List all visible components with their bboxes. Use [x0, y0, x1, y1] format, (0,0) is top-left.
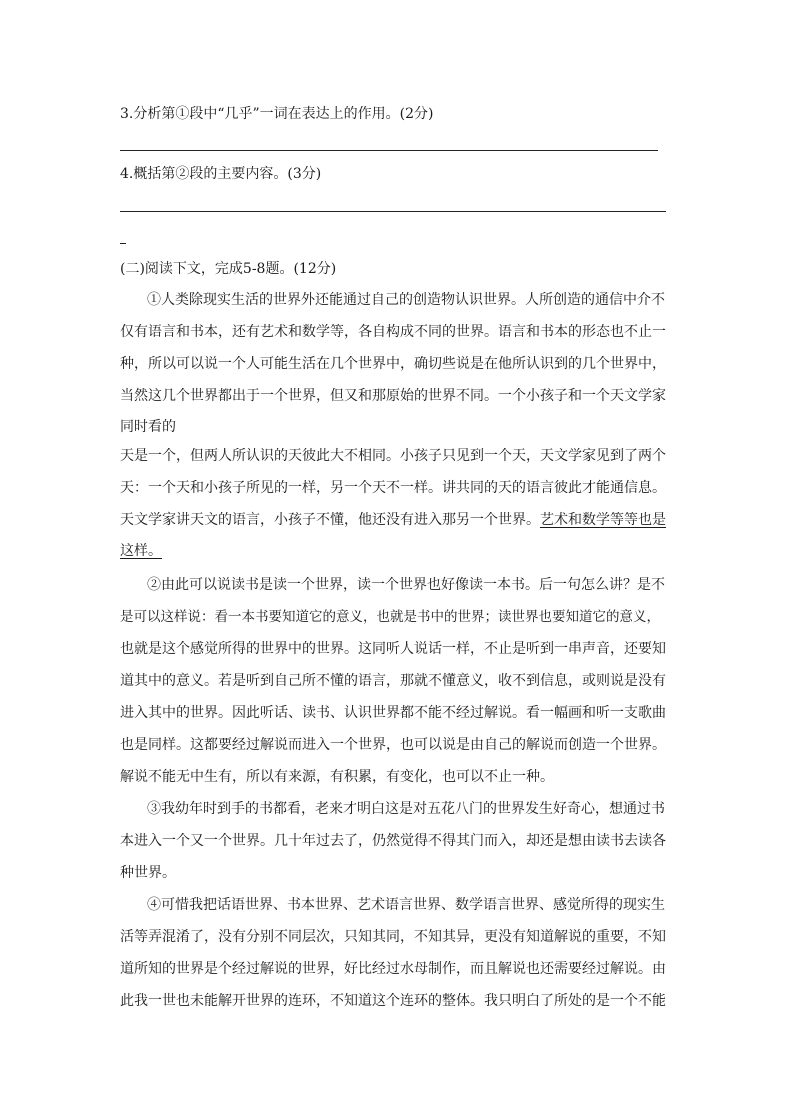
p4-line: 活等弄混淆了，没有分别不同层次，只知其同，不知其异，更没有知道解说的重要，不知 — [120, 929, 666, 945]
p2-line: 也是同样。这都要经过解说而进入一个世界，也可以说是由自己的解说而创造一个世界。 — [120, 737, 666, 753]
p1-plain-text: 天文学家讲天文的语言，小孩子不懂，他还没有进入那另一个世界。 — [120, 512, 540, 528]
question-4: 4.概括第②段的主要内容。(3分) — [120, 166, 322, 182]
answer-line-dash — [120, 243, 126, 244]
answer-line-q3 — [120, 150, 658, 151]
p2-line: 是可以这样说：看一本书要知道它的意义，也就是书中的世界；读世界也要知道它的意义， — [120, 609, 660, 625]
p4-line: 此我一世也未能解开世界的连环，不知道这个连环的整体。我只明白了所处的是一个不能 — [120, 993, 666, 1009]
p2-line: 也就是这个感觉所得的世界中的世界。这同听人说话一样，不止是听到一串声音，还要知 — [120, 641, 666, 657]
p1-underlined-end: 这样。 — [120, 543, 162, 559]
p2-line: 道其中的意义。若是听到自己所不懂的语言，那就不懂意义，收不到信息，或则说是没有 — [120, 673, 666, 689]
answer-line-q4 — [120, 211, 666, 212]
p1-line: 天是一个，但两人所认识的天彼此大不相同。小孩子只见到一个天，天文学家见到了两个 — [120, 448, 666, 464]
question-3: 3.分析第①段中“几乎”一词在表达上的作用。(2分) — [120, 106, 434, 122]
p3-line: ③我幼年时到手的书都看，老来才明白这是对五花八门的世界发生好奇心，想通过书 — [147, 801, 665, 817]
p1-line: 当然这几个世界都出于一个世界，但又和那原始的世界不同。一个小孩子和一个天文学家 — [120, 388, 666, 404]
p1-line: 种，所以可以说一个人可能生活在几个世界中，确切些说是在他所认识到的几个世界中， — [120, 356, 666, 372]
p3-line: 本进入一个又一个世界。几十年过去了，仍然觉得不得其门而入，却还是想由读书去读各 — [120, 833, 666, 849]
section-heading: (二)阅读下文，完成5-8题。(12分) — [120, 261, 337, 277]
p1-line: 天：一个天和小孩子所见的一样，另一个天不一样。讲共同的天的语言彼此才能通信息。 — [120, 480, 666, 496]
p4-line: ④可惜我把话语世界、书本世界、艺术语言世界、数学语言世界、感觉所得的现实生 — [147, 897, 665, 913]
p1-line: 仅有语言和书本，还有艺术和数学等，各自构成不同的世界。语言和书本的形态也不止一 — [120, 324, 666, 340]
p1-underlined-text: 艺术和数学等等也是 — [540, 512, 666, 528]
p3-line: 种世界。 — [120, 865, 176, 881]
p4-line: 道所知的世界是个经过解说的世界，好比经过水母制作，而且解说也还需要经过解说。由 — [120, 961, 666, 977]
p1-line: ①人类除现实生活的世界外还能通过自己的创造物认识世界。人所创造的通信中介不 — [147, 292, 665, 308]
p2-line: 解说不能无中生有，所以有来源，有积累，有变化，也可以不止一种。 — [120, 769, 554, 785]
p2-line: ②由此可以说读书是读一个世界，读一个世界也好像读一本书。后一句怎么讲？是不 — [147, 577, 665, 593]
p1-line — [120, 510, 666, 530]
p2-line: 进入其中的世界。因此听话、读书、认识世界都不能不经过解说。看一幅画和听一支歌曲 — [120, 705, 666, 721]
p1-line: 同时看的 — [120, 419, 176, 435]
